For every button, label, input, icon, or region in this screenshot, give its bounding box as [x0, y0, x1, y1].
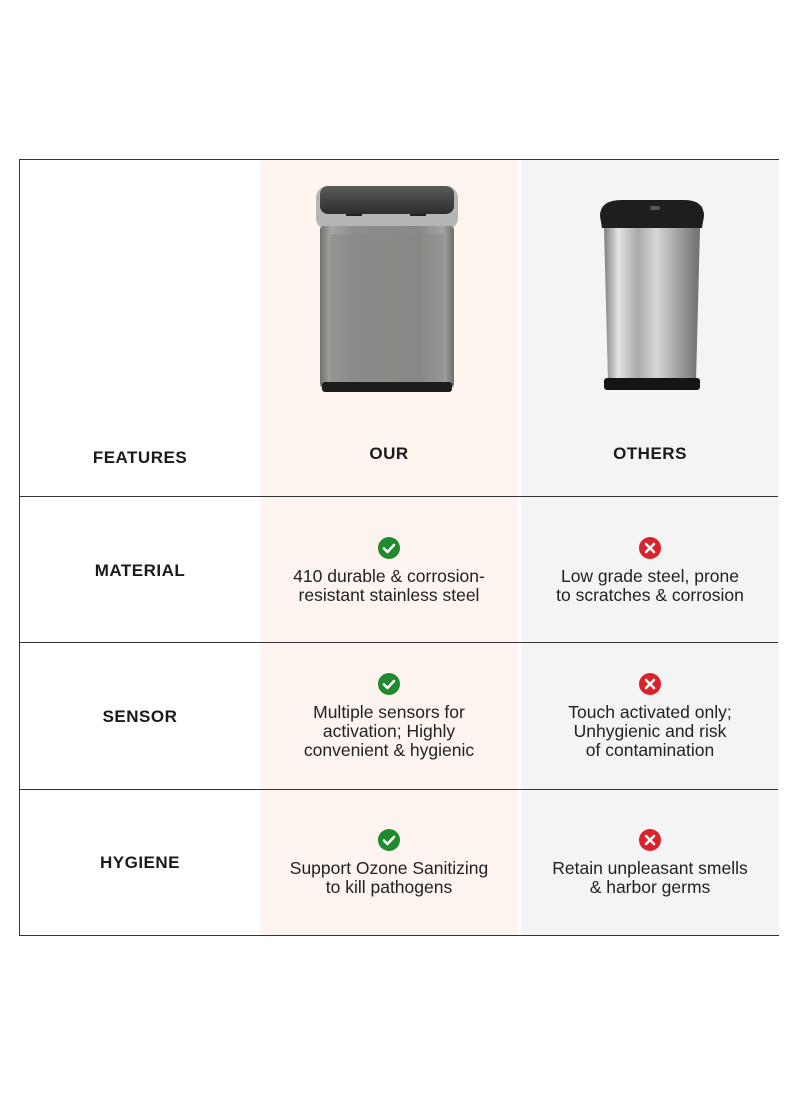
others-product-image — [592, 198, 712, 394]
our-product-image — [312, 182, 462, 398]
others-cell-hygiene: Retain unpleasant smells & harbor germs — [521, 829, 779, 897]
feature-label-hygiene: HYGIENE — [99, 853, 181, 872]
row-divider — [20, 789, 778, 790]
our-cell-sensor: Multiple sensors for activation; Highly convenient & hygienic — [260, 673, 518, 760]
row-divider — [20, 642, 778, 643]
cross-icon — [639, 673, 661, 695]
feature-label-sensor: SENSOR — [102, 707, 178, 726]
feature-label-material: MATERIAL — [94, 561, 186, 580]
cross-icon — [639, 829, 661, 851]
others-cell-sensor: Touch activated only; Unhygienic and risk of contamination — [521, 673, 779, 760]
others-cell-material: Low grade steel, prone to scratches & corrosion — [521, 537, 779, 605]
check-icon — [378, 537, 400, 559]
cross-icon — [639, 537, 661, 559]
features-header: FEATURES — [92, 448, 188, 467]
comparison-table — [19, 159, 779, 936]
check-icon — [378, 829, 400, 851]
our-header: OUR — [369, 444, 409, 463]
our-cell-hygiene: Support Ozone Sanitizing to kill pathogens — [260, 829, 518, 897]
row-divider — [20, 496, 778, 497]
others-header: OTHERS — [613, 444, 687, 463]
check-icon — [378, 673, 400, 695]
our-cell-material: 410 durable & corrosion- resistant stainless steel — [260, 537, 518, 605]
